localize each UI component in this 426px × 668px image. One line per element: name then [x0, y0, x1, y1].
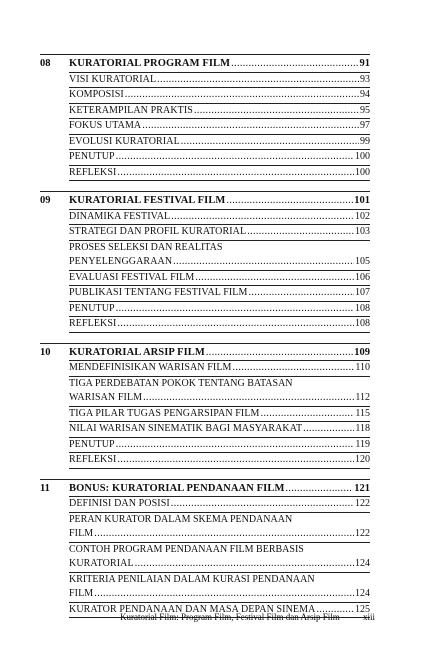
toc-entry-link[interactable]	[69, 119, 370, 135]
entry-label: MENDEFINISIKAN WARISAN FILM	[69, 362, 232, 373]
entry-page: 100	[355, 151, 370, 162]
entry-page: 124	[355, 558, 370, 569]
dot-leader	[181, 135, 359, 150]
entry-label: KOMPOSISI	[69, 89, 124, 100]
toc-entry-link[interactable]	[69, 135, 370, 151]
entry-label-line1: PROSES SELEKSI DAN REALITAS	[69, 241, 223, 253]
dot-leader	[226, 194, 353, 209]
entry-label: TIGA PILAR TUGAS PENGARSIPAN FILM	[69, 407, 260, 419]
dot-leader	[94, 527, 354, 542]
entry-page: 108	[355, 318, 370, 329]
toc-entry-link[interactable]	[69, 104, 370, 120]
entry-label: PENUTUP	[69, 438, 115, 450]
entry-page: 108	[355, 302, 370, 314]
entry-page: 110	[355, 362, 370, 373]
toc-entry-link[interactable]	[69, 166, 370, 182]
chapter-title: KURATORIAL PROGRAM FILM	[69, 58, 231, 69]
toc-entry-link[interactable]	[69, 88, 370, 104]
entry-label: KURATORIAL	[69, 558, 134, 569]
entry-page: 95	[360, 104, 370, 116]
entry-page: 122	[355, 528, 370, 539]
entry-page: 112	[355, 392, 370, 403]
dot-leader	[261, 407, 355, 422]
entry-label: REFLEKSI	[69, 318, 117, 329]
entry-page: 115	[355, 407, 370, 419]
chapter-heading-link[interactable]	[69, 482, 370, 498]
entry-label: STRATEGI DAN PROFIL KURATORIAL	[69, 226, 247, 237]
entry-label: PENUTUP	[69, 302, 115, 314]
entry-page: 122	[355, 498, 370, 509]
toc-entry-link[interactable]	[69, 438, 370, 454]
toc-entry-link[interactable]	[69, 377, 370, 407]
entry-page: 105	[355, 256, 370, 267]
chapter-page: 91	[359, 58, 370, 69]
dot-leader	[117, 453, 354, 468]
entry-label: DINAMIKA FESTIVAL	[69, 210, 171, 222]
dot-leader	[116, 438, 355, 453]
entry-label-line1: CONTOH PROGRAM PENDANAAN FILM BERBASIS	[69, 543, 304, 555]
toc-entry-link[interactable]	[69, 513, 370, 543]
entry-label: REFLEKSI	[69, 454, 117, 465]
dot-leader	[194, 104, 359, 119]
entry-label: PENUTUP	[69, 151, 115, 162]
entry-label: KURATOR PENDANAAN DAN MASA DEPAN SINEMA	[69, 603, 316, 615]
entry-label: FILM	[69, 588, 94, 599]
dot-leader	[117, 166, 354, 181]
toc-entry-link[interactable]	[69, 286, 370, 302]
toc-entry-link[interactable]	[69, 422, 370, 438]
chapter-page: 101	[354, 195, 370, 206]
chapter-number: 10	[40, 346, 51, 358]
entry-label: EVOLUSI KURATORIAL	[69, 135, 180, 147]
entry-label: DEFINISI DAN POSISI	[69, 498, 170, 509]
toc-entry-link[interactable]	[69, 150, 370, 166]
entry-page: 107	[355, 287, 370, 298]
toc-entry-link[interactable]	[69, 302, 370, 318]
toc-entry-link[interactable]	[69, 497, 370, 513]
entry-label: FOKUS UTAMA	[69, 120, 142, 131]
dot-leader	[231, 57, 358, 72]
dot-leader	[249, 286, 354, 301]
entry-page: 118	[355, 423, 370, 434]
chapter-page: 109	[354, 346, 370, 358]
toc-entry-link[interactable]	[69, 271, 370, 287]
chapter-title: BONUS: KURATORIAL PENDANAAN FILM	[69, 482, 285, 494]
dot-leader	[171, 497, 354, 512]
chapter-page: 121	[354, 482, 370, 494]
chapter-section	[40, 191, 370, 333]
dot-leader	[142, 119, 359, 134]
chapter-heading-link[interactable]	[69, 57, 370, 73]
dot-leader	[116, 150, 354, 165]
dot-leader	[143, 391, 354, 406]
entry-label-line1: KRITERIA PENILAIAN DALAM KURASI PENDANAAN	[69, 573, 315, 585]
dot-leader	[195, 271, 354, 286]
toc-entry-link[interactable]	[69, 210, 370, 226]
dot-leader	[135, 557, 354, 572]
entry-label-line1: PERAN KURATOR DALAM SKEMA PENDANAAN	[69, 513, 293, 525]
dot-leader	[171, 210, 354, 225]
entry-label: PUBLIKASI TENTANG FESTIVAL FILM	[69, 287, 248, 298]
entry-label: FILM	[69, 528, 94, 539]
dot-leader	[125, 88, 359, 103]
chapter-heading-link[interactable]	[69, 194, 370, 210]
entry-label: VISI KURATORIAL	[69, 73, 157, 85]
footer-page-number: xiii	[362, 612, 375, 622]
dot-leader	[117, 317, 354, 332]
toc-entry-link[interactable]	[69, 317, 370, 333]
toc-entry-link[interactable]	[69, 573, 370, 603]
dot-leader	[94, 587, 354, 602]
chapter-number: 09	[40, 195, 51, 206]
toc-entry-link[interactable]	[69, 241, 370, 271]
entry-page: 100	[355, 166, 370, 178]
chapter-title: KURATORIAL FESTIVAL FILM	[69, 195, 226, 206]
dot-leader	[233, 361, 355, 376]
entry-page: 94	[360, 89, 370, 100]
entry-label: REFLEKSI	[69, 166, 117, 178]
dot-leader	[116, 302, 354, 317]
chapter-number: 08	[40, 58, 51, 69]
entry-label: NILAI WARISAN SINEMATIK BAGI MASYARAKAT	[69, 423, 303, 434]
dot-leader	[247, 225, 354, 240]
entry-page: 120	[355, 454, 370, 465]
toc-entry-link[interactable]	[69, 453, 370, 469]
dot-leader	[303, 422, 354, 437]
chapter-section	[40, 343, 370, 469]
chapter-section	[40, 54, 370, 181]
dot-leader	[157, 73, 359, 88]
toc-entry-link[interactable]	[69, 361, 370, 377]
toc-entry-link[interactable]	[69, 73, 370, 89]
entry-label: EVALUASI FESTIVAL FILM	[69, 271, 195, 283]
entry-page: 93	[360, 73, 370, 85]
entry-label-line1: TIGA PERDEBATAN POKOK TENTANG BATASAN	[69, 377, 293, 389]
toc-entry-link[interactable]	[69, 543, 370, 573]
entry-page: 124	[355, 588, 370, 599]
entry-page: 99	[360, 135, 370, 147]
entry-label: KETERAMPILAN PRAKTIS	[69, 104, 193, 116]
entry-page: 119	[355, 438, 370, 450]
dot-leader	[173, 255, 354, 270]
entry-label: PENYELENGGARAAN	[69, 256, 173, 267]
table-of-contents	[40, 54, 370, 628]
dot-leader	[206, 346, 353, 361]
entry-page: 102	[355, 210, 370, 222]
toc-entry-link[interactable]	[69, 407, 370, 423]
entry-page: 125	[355, 603, 370, 615]
dot-leader	[285, 482, 353, 497]
entry-page: 103	[355, 226, 370, 237]
toc-entry-link[interactable]	[69, 225, 370, 241]
chapter-title: KURATORIAL ARSIP FILM	[69, 346, 205, 358]
entry-label: WARISAN FILM	[69, 392, 143, 403]
footer-title: Kuratorial Film: Program Film, Festival Film dan Arsip Film	[120, 612, 340, 622]
entry-page: 106	[355, 271, 370, 283]
chapter-section	[40, 479, 370, 619]
chapter-number: 11	[40, 482, 50, 494]
chapter-heading-link[interactable]	[69, 346, 370, 362]
entry-page: 97	[360, 120, 370, 131]
page-footer	[120, 612, 375, 622]
